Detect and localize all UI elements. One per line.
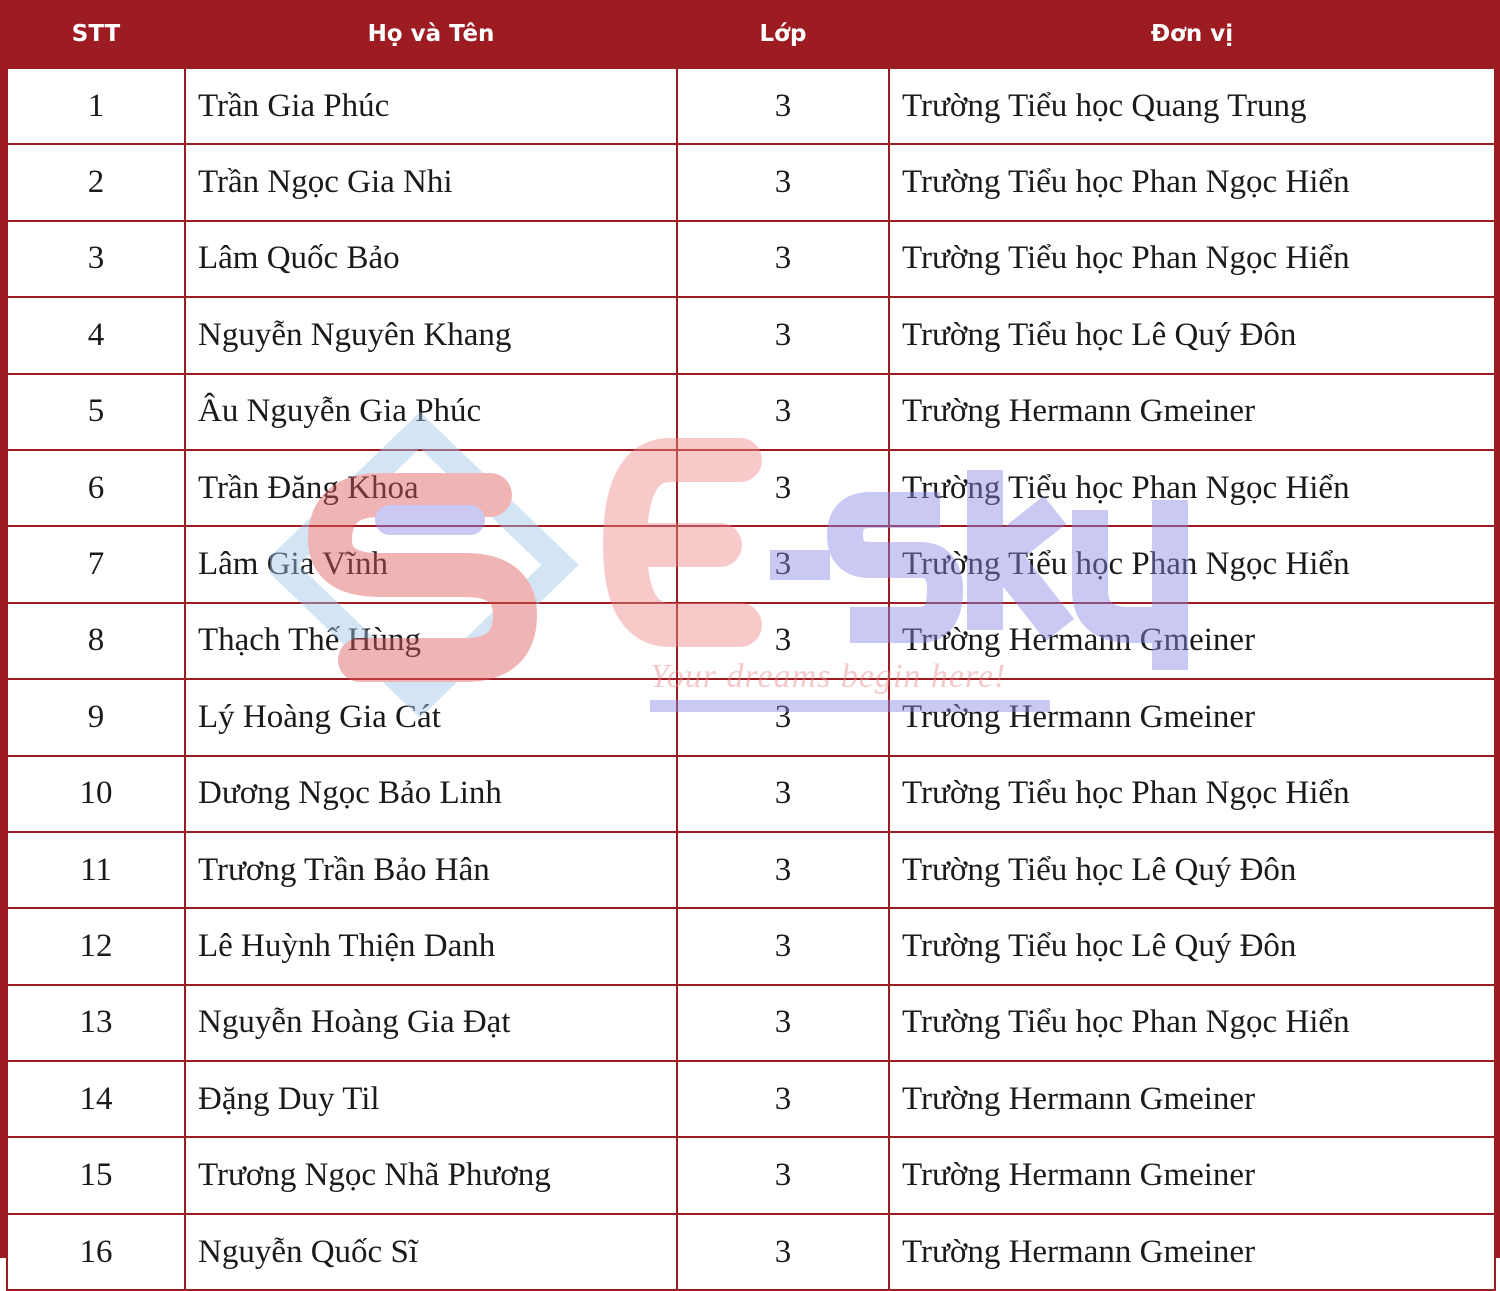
- cell-stt: 12: [7, 908, 185, 984]
- cell-class: 3: [677, 450, 889, 526]
- header-class: Lớp: [677, 0, 889, 68]
- cell-class: 3: [677, 756, 889, 832]
- cell-name: Đặng Duy Til: [185, 1061, 677, 1137]
- cell-name: Lâm Quốc Bảo: [185, 221, 677, 297]
- table-row: [7, 908, 1495, 984]
- cell-class: 3: [677, 908, 889, 984]
- cell-class: 3: [677, 1214, 889, 1290]
- student-table: [6, 0, 1496, 1291]
- cell-class: 3: [677, 1137, 889, 1213]
- table-row: [7, 144, 1495, 220]
- cell-class: 3: [677, 1061, 889, 1137]
- cell-unit: Trường Hermann Gmeiner: [889, 603, 1495, 679]
- cell-stt: 7: [7, 526, 185, 602]
- cell-class: 3: [677, 221, 889, 297]
- cell-name: Nguyễn Hoàng Gia Đạt: [185, 985, 677, 1061]
- header-name: Họ và Tên: [185, 0, 677, 68]
- cell-unit: Trường Tiểu học Phan Ngọc Hiển: [889, 985, 1495, 1061]
- cell-name: Trương Ngọc Nhã Phương: [185, 1137, 677, 1213]
- cell-name: Trần Ngọc Gia Nhi: [185, 144, 677, 220]
- cell-stt: 16: [7, 1214, 185, 1290]
- cell-stt: 11: [7, 832, 185, 908]
- cell-stt: 14: [7, 1061, 185, 1137]
- table-row: [7, 1214, 1495, 1290]
- table-row: [7, 832, 1495, 908]
- cell-name: Lâm Gia Vĩnh: [185, 526, 677, 602]
- cell-name: Trần Gia Phúc: [185, 68, 677, 144]
- cell-unit: Trường Hermann Gmeiner: [889, 679, 1495, 755]
- cell-class: 3: [677, 832, 889, 908]
- cell-class: 3: [677, 68, 889, 144]
- table-row: [7, 1061, 1495, 1137]
- cell-class: 3: [677, 985, 889, 1061]
- table-row: [7, 221, 1495, 297]
- cell-unit: Trường Tiểu học Phan Ngọc Hiển: [889, 144, 1495, 220]
- cell-class: 3: [677, 679, 889, 755]
- cell-unit: Trường Hermann Gmeiner: [889, 1214, 1495, 1290]
- table-row: [7, 374, 1495, 450]
- table-row: [7, 68, 1495, 144]
- cell-unit: Trường Tiểu học Lê Quý Đôn: [889, 832, 1495, 908]
- cell-name: Nguyễn Quốc Sĩ: [185, 1214, 677, 1290]
- cell-unit: Trường Tiểu học Phan Ngọc Hiển: [889, 526, 1495, 602]
- cell-stt: 2: [7, 144, 185, 220]
- table-row: [7, 1137, 1495, 1213]
- cell-unit: Trường Tiểu học Phan Ngọc Hiển: [889, 756, 1495, 832]
- cell-class: 3: [677, 374, 889, 450]
- cell-unit: Trường Tiểu học Lê Quý Đôn: [889, 908, 1495, 984]
- cell-unit: Trường Tiểu học Lê Quý Đôn: [889, 297, 1495, 373]
- cell-name: Dương Ngọc Bảo Linh: [185, 756, 677, 832]
- cell-unit: Trường Hermann Gmeiner: [889, 374, 1495, 450]
- cell-name: Trương Trần Bảo Hân: [185, 832, 677, 908]
- table-body: [7, 68, 1495, 1290]
- cell-name: Lê Huỳnh Thiện Danh: [185, 908, 677, 984]
- cell-unit: Trường Hermann Gmeiner: [889, 1061, 1495, 1137]
- cell-unit: Trường Tiểu học Quang Trung: [889, 68, 1495, 144]
- cell-stt: 6: [7, 450, 185, 526]
- cell-name: Trần Đăng Khoa: [185, 450, 677, 526]
- table-row: [7, 603, 1495, 679]
- table-row: [7, 985, 1495, 1061]
- cell-stt: 8: [7, 603, 185, 679]
- cell-name: Thạch Thế Hùng: [185, 603, 677, 679]
- cell-class: 3: [677, 603, 889, 679]
- cell-unit: Trường Tiểu học Phan Ngọc Hiển: [889, 450, 1495, 526]
- cell-stt: 9: [7, 679, 185, 755]
- header-unit: Đơn vị: [889, 0, 1495, 68]
- cell-class: 3: [677, 297, 889, 373]
- cell-stt: 5: [7, 374, 185, 450]
- cell-unit: Trường Tiểu học Phan Ngọc Hiển: [889, 221, 1495, 297]
- table-row: [7, 679, 1495, 755]
- cell-class: 3: [677, 526, 889, 602]
- cell-stt: 4: [7, 297, 185, 373]
- watermark-tagline: Your dreams begin here!: [650, 658, 1007, 695]
- table-header: [7, 0, 1495, 68]
- cell-stt: 13: [7, 985, 185, 1061]
- cell-stt: 10: [7, 756, 185, 832]
- table-row: [7, 756, 1495, 832]
- header-stt: STT: [7, 0, 185, 68]
- cell-name: Lý Hoàng Gia Cát: [185, 679, 677, 755]
- table-row: [7, 450, 1495, 526]
- cell-stt: 15: [7, 1137, 185, 1213]
- cell-stt: 3: [7, 221, 185, 297]
- cell-stt: 1: [7, 68, 185, 144]
- header-row: [7, 0, 1495, 68]
- cell-name: Âu Nguyễn Gia Phúc: [185, 374, 677, 450]
- table-row: [7, 297, 1495, 373]
- table-row: [7, 526, 1495, 602]
- cell-unit: Trường Hermann Gmeiner: [889, 1137, 1495, 1213]
- cell-name: Nguyễn Nguyên Khang: [185, 297, 677, 373]
- cell-class: 3: [677, 144, 889, 220]
